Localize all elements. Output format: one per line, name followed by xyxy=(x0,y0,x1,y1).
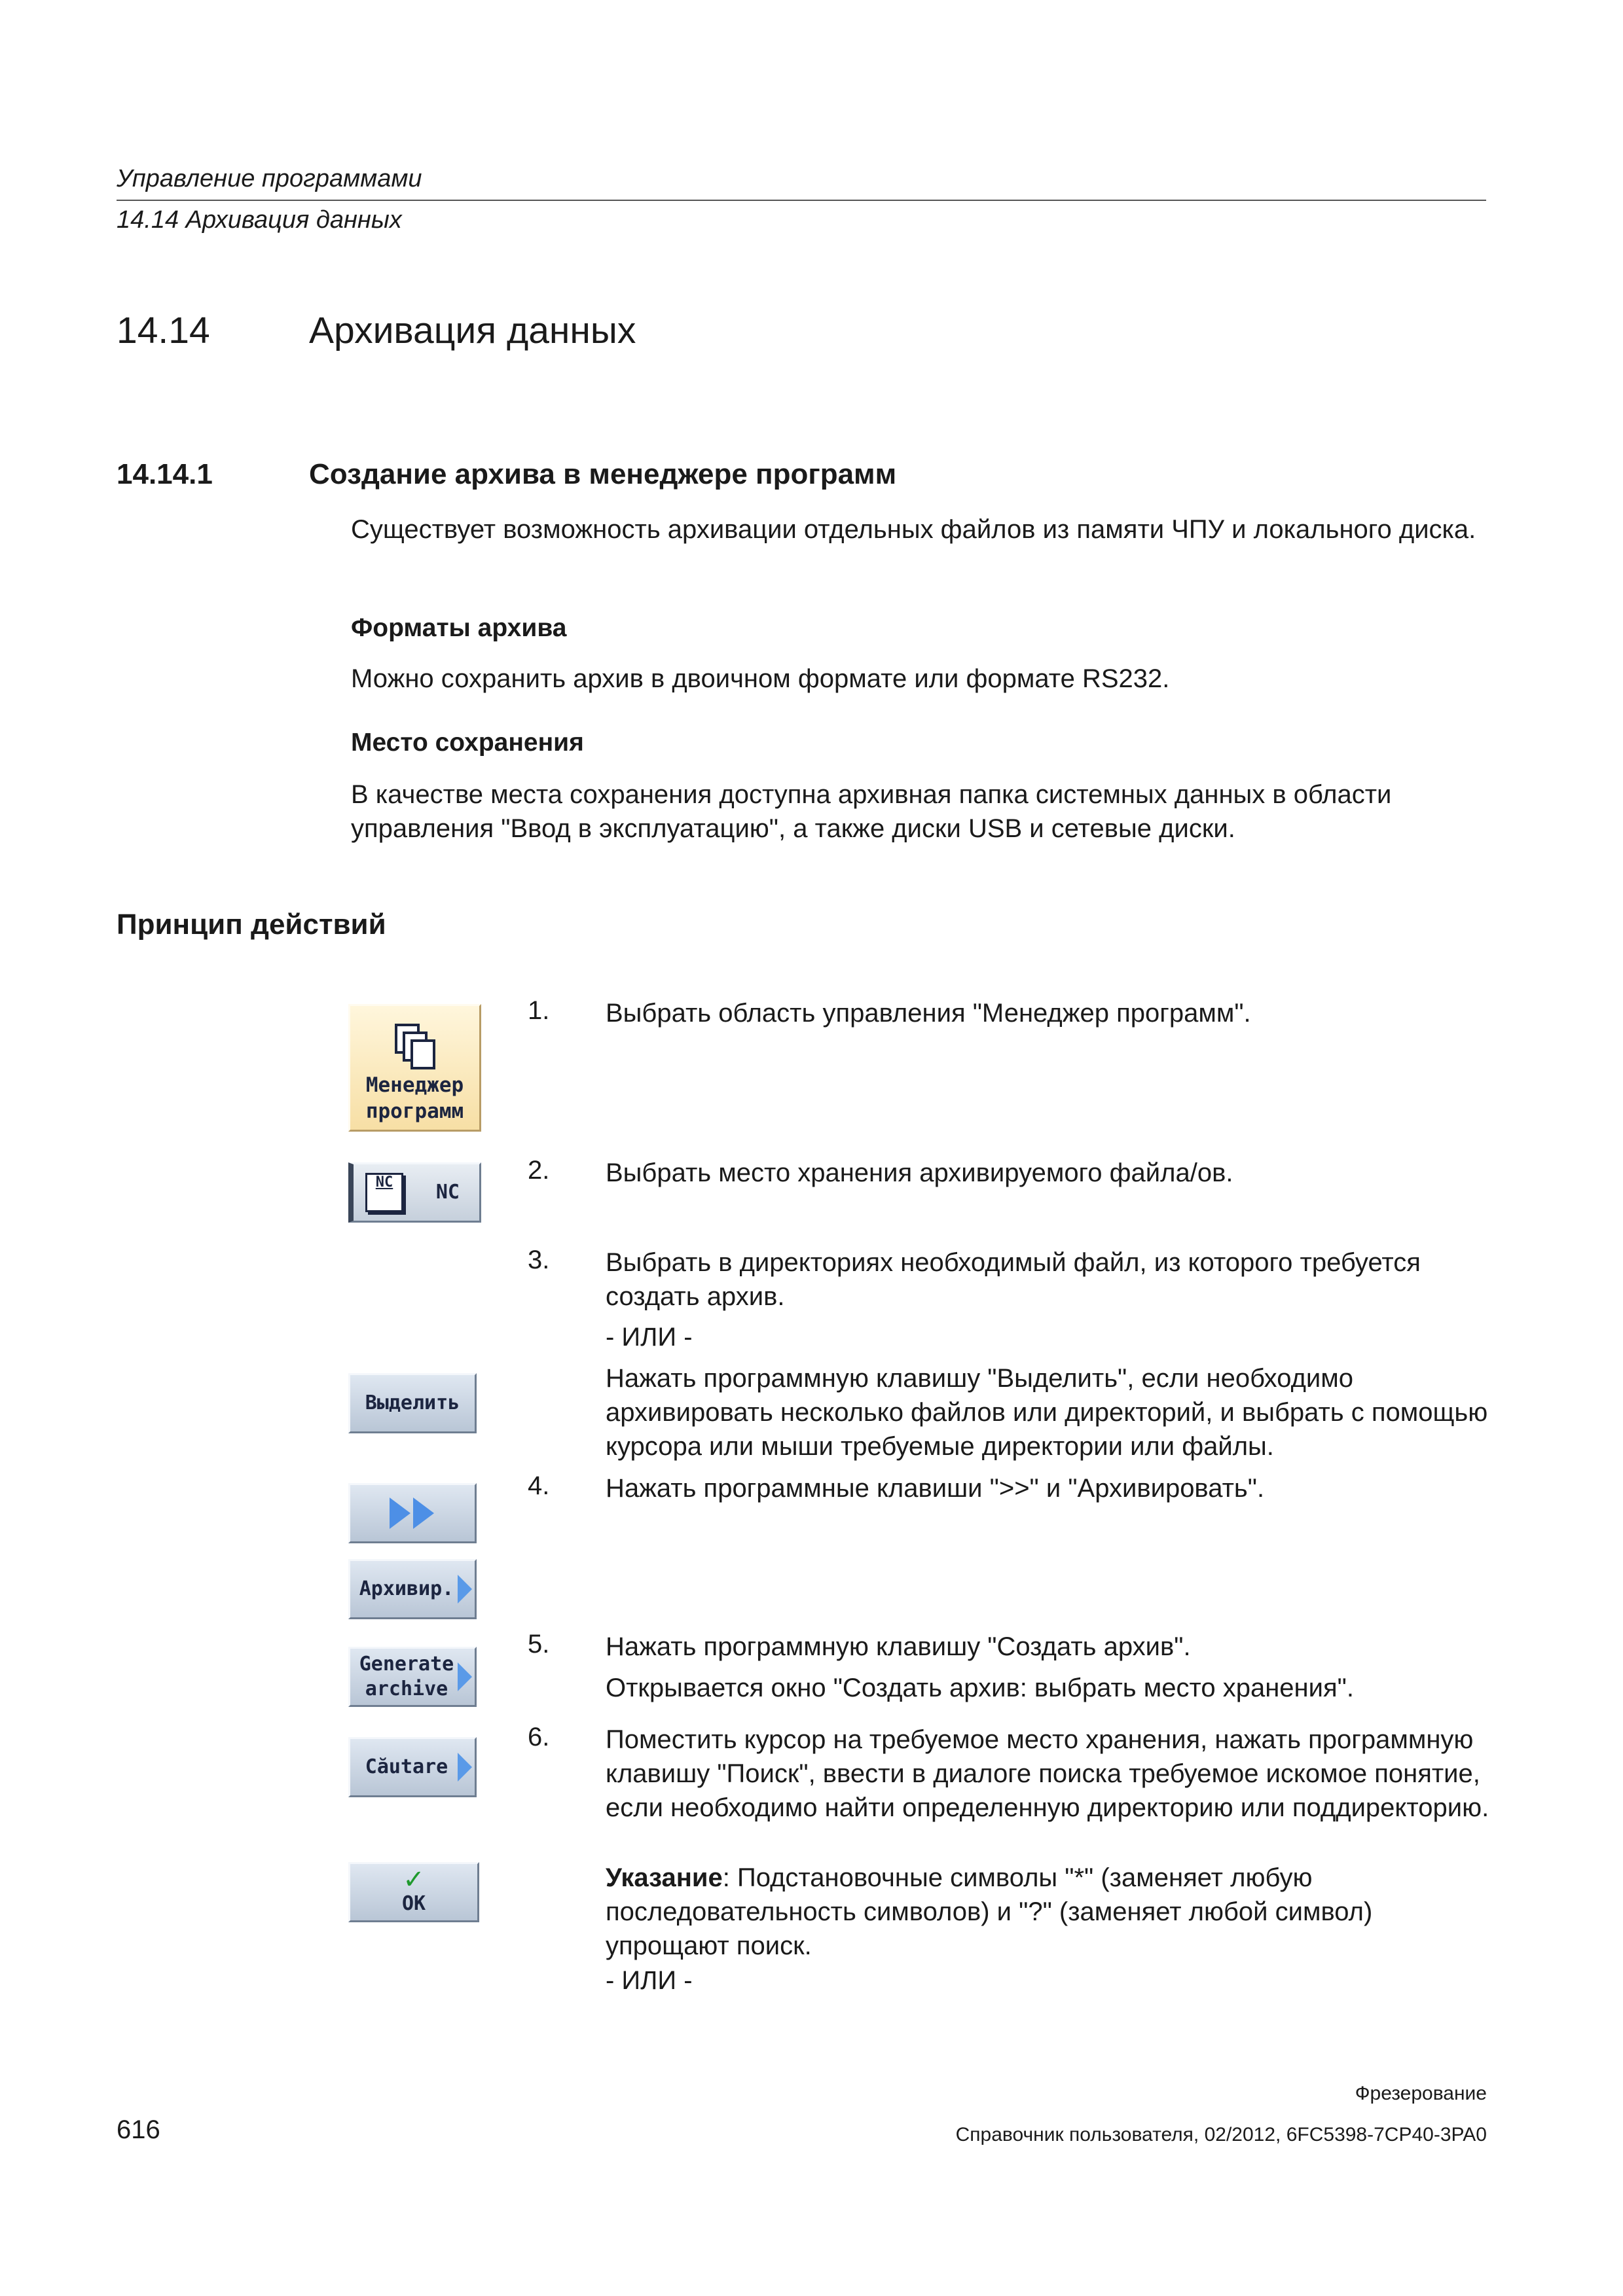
note-text: : Подстановочные символы "*" (заменяет любую последовательность символов) и "?" (заменяет любой символ) упрощают поиск. xyxy=(606,1863,1373,1960)
select-label: Выделить xyxy=(365,1391,460,1414)
step-text: Нажать программные клавиши ">>" и "Архивировать". xyxy=(606,1474,1265,1503)
step-text: Нажать программную клавишу "Создать архив". xyxy=(606,1632,1191,1661)
nc-label: NC xyxy=(435,1181,460,1204)
step-text: Поместить курсор на требуемое место хранения, нажать программную клавишу "Поиск", ввести в диалоге поиска требуемое искомое понятие, если необходимо найти определенную директорию или поддиректорию. xyxy=(606,1725,1489,1822)
formats-heading: Форматы архива xyxy=(351,614,567,642)
or-separator: - ИЛИ - xyxy=(606,1323,693,1352)
submenu-arrow-icon xyxy=(458,1753,472,1782)
program-manager-icon xyxy=(392,1022,438,1069)
running-header-section: 14.14 Архивация данных xyxy=(117,206,402,234)
submenu-arrow-icon xyxy=(458,1662,472,1691)
header-divider xyxy=(117,200,1486,201)
note-label: Указание xyxy=(606,1863,723,1892)
step-number: 3. xyxy=(528,1246,550,1274)
running-header-chapter: Управление программами xyxy=(117,165,422,192)
generate-label-line2: archive xyxy=(365,1677,448,1700)
section-title: Архивация данных xyxy=(309,310,636,351)
formats-text: Можно сохранить архив в двоичном формате или формате RS232. xyxy=(351,664,1170,693)
program-manager-label-line1: Менеджер xyxy=(365,1073,464,1097)
step-number: 5. xyxy=(528,1630,550,1659)
location-heading: Место сохранения xyxy=(351,728,584,757)
ok-softkey[interactable] xyxy=(348,1862,479,1922)
step-result-text: Открывается окно "Создать архив: выбрать место хранения". xyxy=(606,1674,1354,1702)
principle-heading: Принцип действий xyxy=(117,908,386,941)
search-softkey[interactable] xyxy=(348,1737,477,1797)
ok-label: OK xyxy=(401,1892,426,1915)
archive-softkey[interactable] xyxy=(348,1559,477,1619)
subsection-title: Создание архива в менеджере программ xyxy=(309,458,897,490)
select-softkey[interactable] xyxy=(348,1373,477,1433)
program-manager-label-line2: программ xyxy=(365,1100,464,1123)
generate-archive-softkey[interactable] xyxy=(348,1647,477,1707)
program-manager-softkey[interactable] xyxy=(348,1004,481,1132)
step-number: 4. xyxy=(528,1471,550,1500)
note-paragraph xyxy=(606,1861,1489,1963)
step-text: Выбрать область управления "Менеджер программ". xyxy=(606,999,1251,1028)
intro-paragraph: Существует возможность архивации отдельных файлов из памяти ЧПУ и локального диска. xyxy=(351,515,1476,544)
page-number: 616 xyxy=(117,2115,160,2144)
footer-manual: Справочник пользователя, 02/2012, 6FC5398-7CP40-3PA0 xyxy=(955,2124,1487,2145)
step-number: 6. xyxy=(528,1723,550,1751)
archive-label: Архивир. xyxy=(359,1577,454,1600)
footer-product: Фрезерование xyxy=(1355,2083,1487,2104)
location-text: В качестве места сохранения доступна архивная папка системных данных в области управления "Ввод в эксплуатацию", а также диски USB и сетевые диски. xyxy=(351,780,1392,843)
search-label: Căutare xyxy=(365,1755,448,1778)
step-number: 1. xyxy=(528,996,550,1025)
checkmark-icon: ✓ xyxy=(403,1865,425,1895)
step-text: Выбрать в директориях необходимый файл, из которого требуется создать архив. xyxy=(606,1248,1421,1311)
or-separator: - ИЛИ - xyxy=(606,1966,693,1995)
subsection-number: 14.14.1 xyxy=(117,458,213,490)
step-text: Выбрать место хранения архивируемого файла/ов. xyxy=(606,1158,1233,1187)
more-softkey[interactable] xyxy=(348,1483,477,1543)
section-number: 14.14 xyxy=(117,310,210,351)
step-alt-text: Нажать программную клавишу "Выделить", если необходимо архивировать несколько файлов или директорий, и выбрать с помощью курсора или мыши требуемые директории или файлы. xyxy=(606,1364,1488,1461)
nc-icon: NC xyxy=(365,1173,403,1212)
submenu-arrow-icon xyxy=(458,1575,472,1604)
double-arrow-icon xyxy=(383,1494,442,1533)
step-number: 2. xyxy=(528,1156,550,1185)
generate-label-line1: Generate xyxy=(359,1653,454,1676)
nc-softkey[interactable] xyxy=(348,1162,481,1223)
